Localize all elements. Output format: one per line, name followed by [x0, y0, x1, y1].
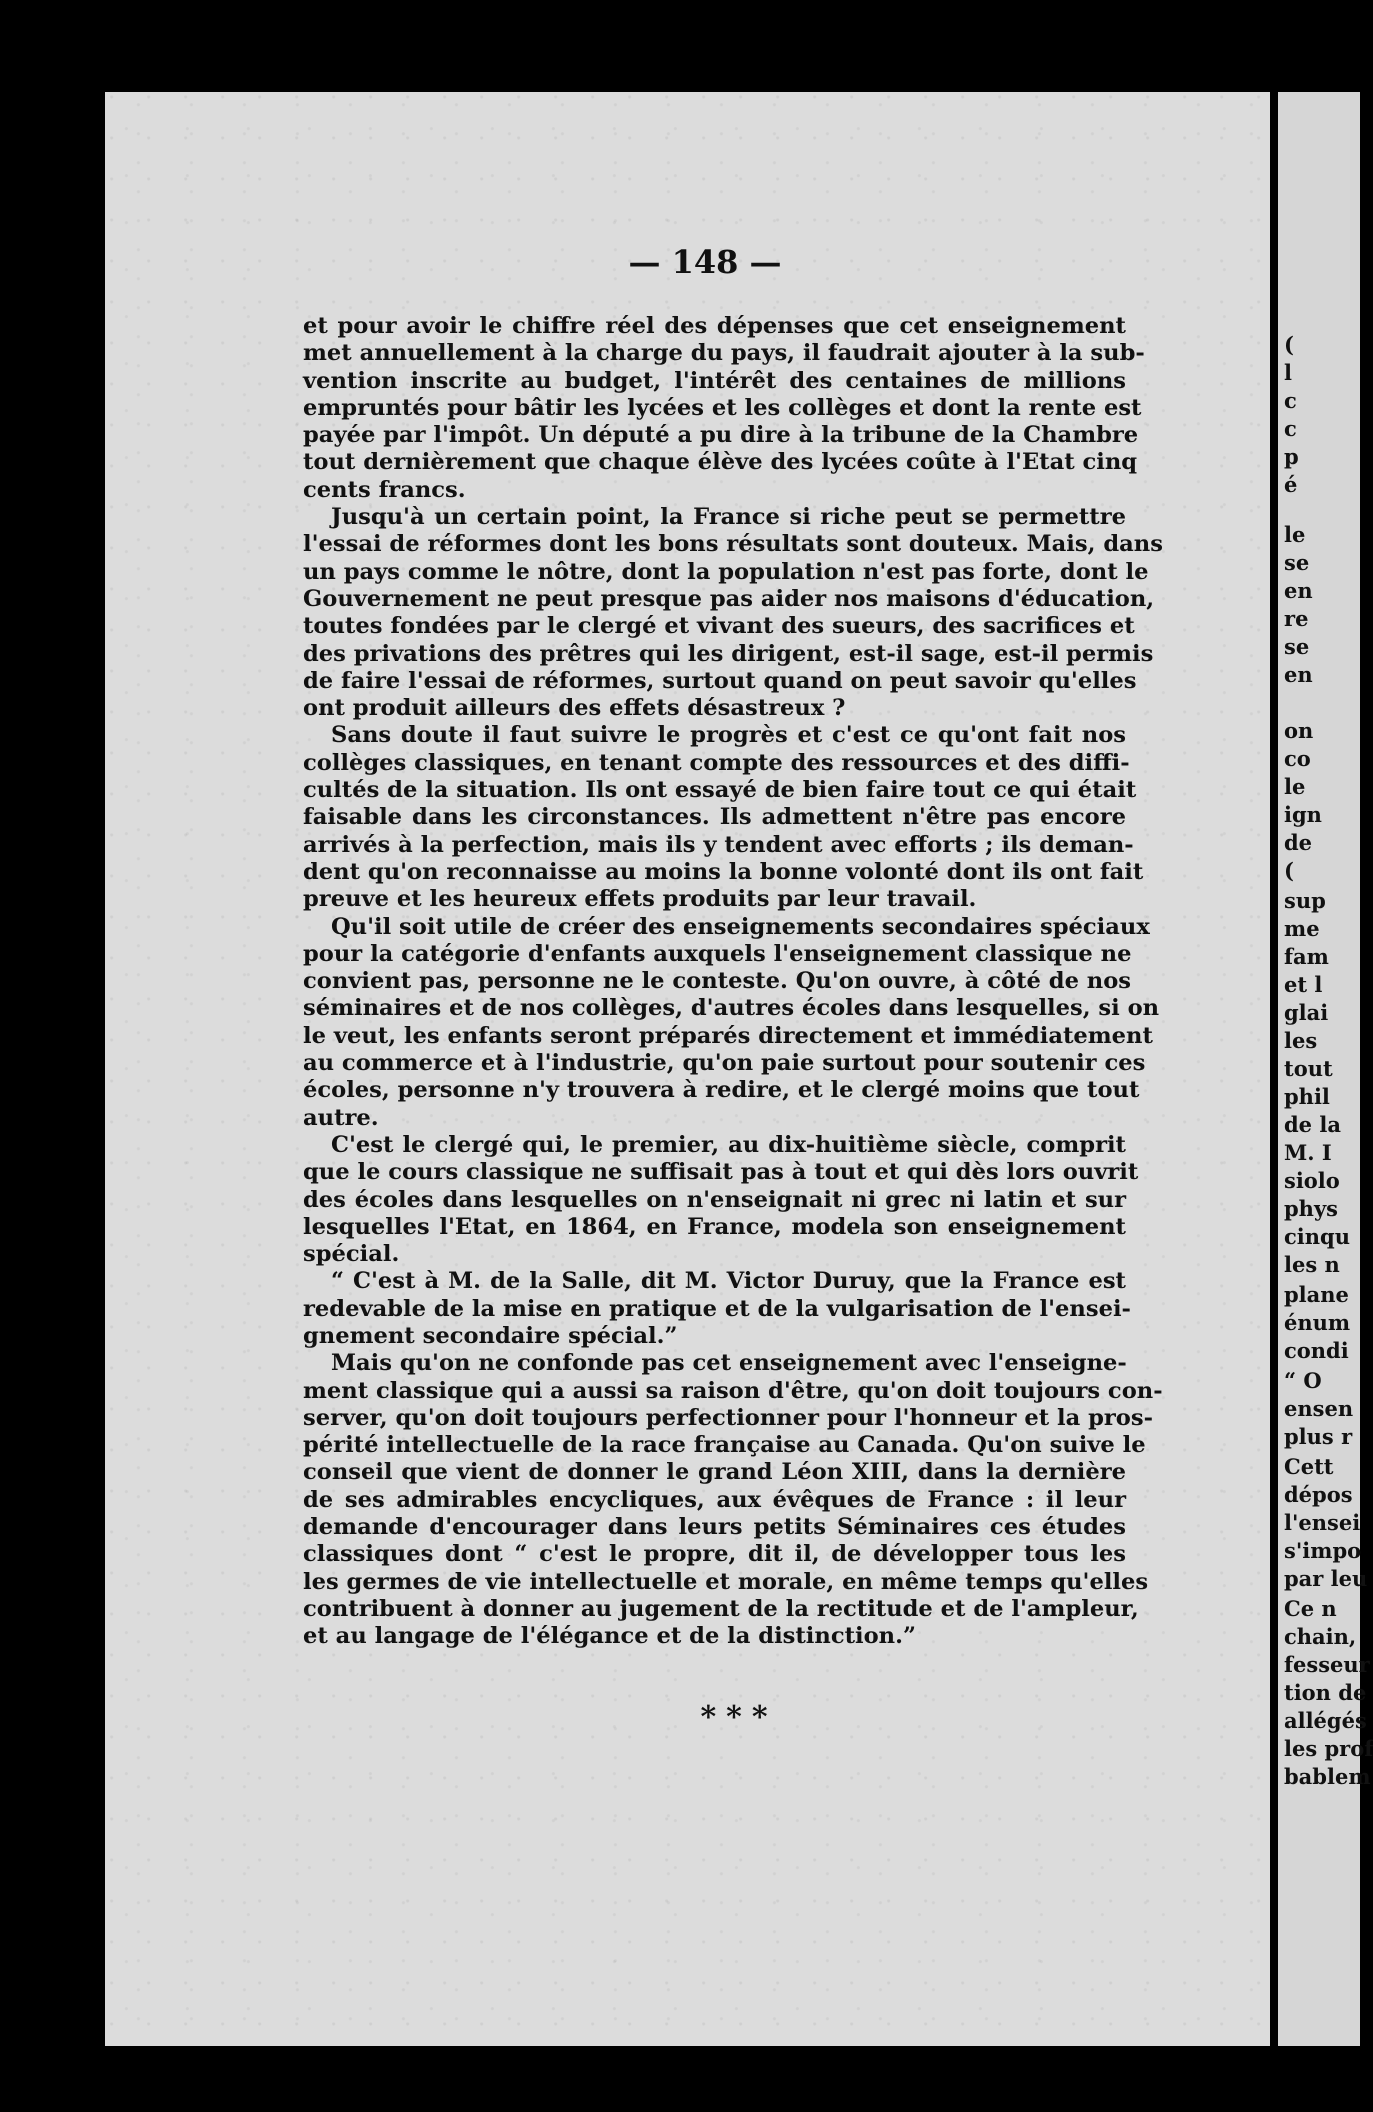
adjacent-page-fragment: se [1284, 634, 1310, 659]
text-line: C'est le clergé qui, le premier, au dix-huitième siècle, comprit [331, 1131, 1126, 1158]
adjacent-page-fragment: les n [1284, 1252, 1340, 1277]
adjacent-page-fragment: M. I [1284, 1140, 1332, 1165]
adjacent-page-fragment: tion de [1284, 1680, 1367, 1705]
adjacent-page-fragment: re [1284, 606, 1309, 631]
text-line: convient pas, personne ne le conteste. Qu'on ouvre, à côté de nos [303, 968, 1132, 995]
text-line: redevable de la mise en pratique et de la vulgarisation de l'ensei- [303, 1295, 1131, 1322]
paragraph [303, 1268, 1131, 1350]
adjacent-page-fragment: dépos [1284, 1482, 1353, 1507]
text-line: et pour avoir le chiffre réel des dépenses que cet enseignement [303, 313, 1126, 339]
adjacent-page-fragment: plane [1284, 1282, 1349, 1307]
text-line: arrivés à la perfection, mais ils y tendent avec efforts ; ils deman- [303, 831, 1134, 858]
adjacent-page-fragment: glai [1284, 1000, 1329, 1025]
adjacent-page-fragment: me [1284, 916, 1320, 941]
text-line: met annuellement à la charge du pays, il faudrait ajouter à la sub- [303, 340, 1145, 367]
text-line: payée par l'impôt. Un député a pu dire à la tribune de la Chambre [303, 422, 1139, 449]
adjacent-page-fragment: siolo [1284, 1168, 1340, 1193]
text-line: demande d'encourager dans leurs petits Séminaires ces études [303, 1514, 1126, 1541]
text-line: conseil que vient de donner le grand Léon XIII, dans la dernière [303, 1459, 1126, 1486]
text-line: de faire l'essai de réformes, surtout quand on peut savoir qu'elles [303, 667, 1137, 694]
adjacent-page-fragment: c [1284, 388, 1297, 413]
adjacent-page-fragment: c [1284, 416, 1297, 441]
text-line: gnement secondaire spécial.” [303, 1322, 678, 1349]
paragraph [303, 1350, 1163, 1650]
adjacent-page-fragment: énum [1284, 1310, 1351, 1335]
text-line: server, qu'on doit toujours perfectionner pour l'honneur et la pros- [303, 1404, 1153, 1431]
text-line: preuve et les heureux effets produits par leur travail. [303, 886, 977, 913]
adjacent-page-edge [1278, 92, 1373, 2046]
adjacent-page-fragment: on [1284, 718, 1314, 743]
text-line: “ C'est à M. de la Salle, dit M. Victor Duruy, que la France est [331, 1268, 1126, 1295]
adjacent-page-fragment: les prof [1284, 1736, 1373, 1761]
adjacent-page-fragment: l'ensei [1284, 1510, 1361, 1535]
adjacent-page-fragment: plus r [1284, 1424, 1353, 1449]
text-line: le veut, les enfants seront préparés directement et immédiatement [303, 1022, 1153, 1049]
adjacent-page-fragment: phys [1284, 1196, 1338, 1221]
adjacent-page-fragment: en [1284, 578, 1313, 603]
paragraph [303, 913, 1160, 1132]
adjacent-page-fragment: les [1284, 1028, 1318, 1053]
text-line: des écoles dans lesquelles on n'enseignait ni grec ni latin et sur [303, 1186, 1126, 1213]
text-line: Gouvernement ne peut presque pas aider nos maisons d'éducation, [303, 585, 1155, 612]
text-line: vention inscrite au budget, l'intérêt des centaines de millions [303, 367, 1126, 394]
adjacent-page-fragment: se [1284, 550, 1310, 575]
text-line: des privations des prêtres qui les dirigent, est-il sage, est-il permis [303, 640, 1154, 667]
text-line: tout dernièrement que chaque élève des lycées coûte à l'Etat cinq [303, 449, 1138, 476]
adjacent-page-fragment: en [1284, 662, 1313, 687]
adjacent-page-fragment: p [1284, 444, 1299, 469]
text-line: spécial. [303, 1241, 400, 1268]
adjacent-page-fragment: s'impo [1284, 1538, 1362, 1563]
adjacent-page-fragment: le [1284, 774, 1306, 799]
adjacent-page-fragment: co [1284, 746, 1311, 771]
text-line: et au langage de l'élégance et de la distinction.” [303, 1623, 916, 1650]
adjacent-page-fragment: sup [1284, 888, 1326, 913]
paragraph [303, 722, 1144, 913]
adjacent-page-fragment: et l [1284, 972, 1323, 997]
section-asterism: * * * [700, 1700, 770, 1735]
adjacent-page-fragment: de la [1284, 1112, 1341, 1137]
adjacent-page-fragment: l [1284, 360, 1292, 385]
text-line: faisable dans les circonstances. Ils admettent n'être pas encore [303, 804, 1126, 831]
adjacent-page-fragment: cinqu [1284, 1224, 1350, 1249]
text-line: classiques dont “ c'est le propre, dit il, de développer tous les [303, 1541, 1126, 1568]
text-line: écoles, personne n'y trouvera à redire, et le clergé moins que tout [303, 1077, 1140, 1104]
text-line: au commerce et à l'industrie, qu'on paie surtout pour soutenir ces [303, 1050, 1146, 1077]
adjacent-page-fragment: ( [1284, 858, 1294, 883]
text-line: collèges classiques, en tenant compte des ressources et des diffi- [303, 749, 1130, 776]
text-line: ont produit ailleurs des effets désastreux ? [303, 695, 846, 722]
text-line: Mais qu'on ne confonde pas cet enseignement avec l'enseigne- [331, 1350, 1127, 1377]
adjacent-page-fragment: phil [1284, 1084, 1330, 1109]
adjacent-page-fragment: é [1284, 472, 1298, 497]
body-text [303, 313, 1163, 1651]
adjacent-page-fragment: fesseur [1284, 1652, 1370, 1677]
text-line: Sans doute il faut suivre le progrès et c'est ce qu'ont fait nos [331, 722, 1126, 749]
text-line: Qu'il soit utile de créer des enseignements secondaires spéciaux [331, 913, 1150, 940]
adjacent-page-fragment: “ O [1284, 1368, 1322, 1393]
text-line: cultés de la situation. Ils ont essayé de bien faire tout ce qui était [303, 777, 1137, 804]
adjacent-page-fragment: allégés [1284, 1708, 1367, 1733]
adjacent-page-fragment: ( [1284, 332, 1294, 357]
paragraph [303, 504, 1163, 722]
text-line: les germes de vie intellectuelle et morale, en même temps qu'elles [303, 1568, 1149, 1595]
adjacent-page-fragment: Ce n [1284, 1596, 1337, 1621]
text-line: autre. [303, 1104, 379, 1131]
adjacent-page-fragment: ensen [1284, 1396, 1354, 1421]
text-line: l'essai de réformes dont les bons résultats sont douteux. Mais, dans [303, 531, 1163, 558]
adjacent-page-fragment: condi [1284, 1338, 1349, 1363]
adjacent-page-fragment: ign [1284, 802, 1322, 827]
text-line: empruntés pour bâtir les lycées et les collèges et dont la rente est [303, 394, 1142, 421]
text-line: de ses admirables encycliques, aux évêques de France : il leur [303, 1486, 1126, 1513]
text-line: que le cours classique ne suffisait pas à tout et qui dès lors ouvrit [303, 1159, 1139, 1186]
page-number: — 148 — [628, 243, 782, 281]
text-line: dent qu'on reconnaisse au moins la bonne volonté dont ils ont fait [303, 858, 1144, 885]
adjacent-page-fragment: fam [1284, 944, 1329, 969]
adjacent-page-fragment: bablem [1284, 1764, 1371, 1789]
paragraph [303, 1131, 1139, 1268]
text-line: toutes fondées par le clergé et vivant des sueurs, des sacrifices et [303, 613, 1135, 640]
text-line: Jusqu'à un certain point, la France si riche peut se permettre [331, 504, 1126, 531]
adjacent-page-fragment: tout [1284, 1056, 1333, 1081]
text-line: contribuent à donner au jugement de la rectitude et de l'ampleur, [303, 1595, 1139, 1622]
text-line: lesquelles l'Etat, en 1864, en France, modela son enseignement [303, 1213, 1126, 1240]
text-line: un pays comme le nôtre, dont la population n'est pas forte, dont le [303, 558, 1149, 585]
adjacent-page-fragment: de [1284, 830, 1313, 855]
text-line: pour la catégorie d'enfants auxquels l'enseignement classique ne [303, 940, 1132, 967]
paragraph [303, 313, 1145, 504]
adjacent-page-fragment: chain, [1284, 1624, 1357, 1649]
text-line: ment classique qui a aussi sa raison d'être, qu'on doit toujours con- [303, 1377, 1163, 1404]
text-line: cents francs. [303, 476, 466, 503]
text-line: séminaires et de nos collèges, d'autres écoles dans lesquelles, si on [303, 995, 1160, 1022]
adjacent-page-fragment: le [1284, 522, 1306, 547]
adjacent-page-fragment: Cett [1284, 1454, 1334, 1479]
adjacent-page-fragment: par leu [1284, 1566, 1368, 1591]
text-line: périté intellectuelle de la race française au Canada. Qu'on suive le [303, 1432, 1146, 1459]
